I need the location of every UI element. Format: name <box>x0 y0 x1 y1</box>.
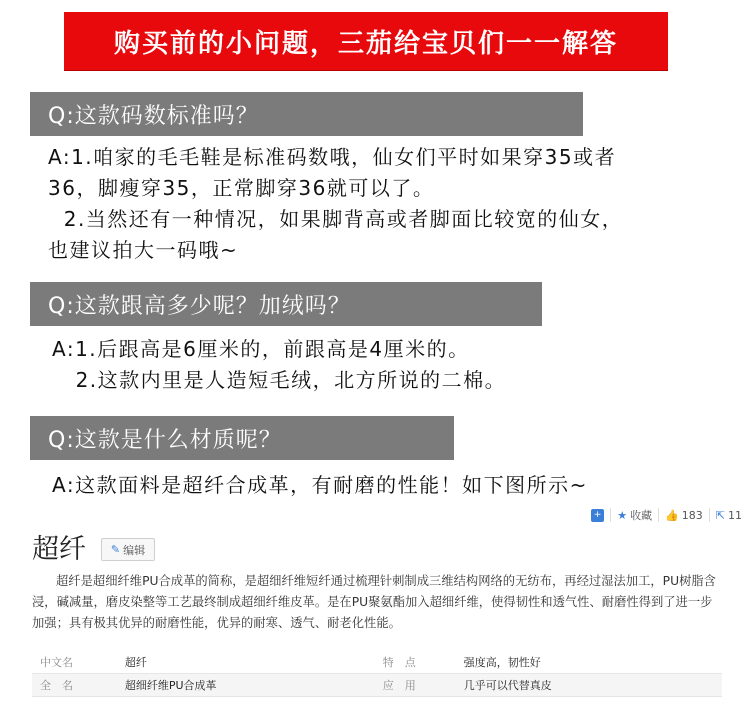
share-count: 11 <box>728 508 742 522</box>
encyclopedia-toolbar <box>591 507 742 523</box>
entry-summary <box>32 571 722 634</box>
question-2-bar: Q:这款跟高多少呢？加绒吗？ <box>30 282 542 326</box>
share-icon: ⇱ <box>715 508 725 522</box>
table-key: 应 用 <box>383 674 464 697</box>
table-row <box>32 651 722 674</box>
answer-1: A:1.咱家的毛毛鞋是标准码数哦，仙女们平时如果穿35或者 36，脚瘦穿35，正常脚穿36就可以了。 2.当然还有一种情况，如果脚背高或者脚面比较宽的仙女， 也建议拍大一码哦~ <box>48 145 624 262</box>
entry-title: 超纤 <box>32 534 86 565</box>
table-key: 中文名 <box>32 651 125 674</box>
toolbar-divider <box>658 508 659 522</box>
plus-icon[interactable]: + <box>591 509 604 522</box>
pencil-icon: ✎ <box>110 543 121 556</box>
collect-button[interactable] <box>617 507 652 523</box>
star-icon: ★ <box>617 508 628 522</box>
answer-3: A:这款面料是超纤合成革，有耐磨的性能！如下图所示~ <box>52 473 588 497</box>
entry-summary-text: 超纤是超细纤维PU合成革的简称，是超细纤维短纤通过梳理针刺制成三维结构网络的无纺布，再经过湿法加工，PU树脂含浸，碱减量，磨皮染整等工艺最终制成超细纤维皮革。是在PU聚氨酯加入超细纤维，使得韧性和透气性、耐磨性得到了进一步加强；具有极其优异的耐磨性能，优异的耐寒、透气、耐老化性能。 <box>32 574 716 630</box>
collect-label: 收藏 <box>630 509 653 522</box>
toolbar-divider <box>709 508 710 522</box>
table-value: 超细纤维PU合成革 <box>125 674 383 697</box>
table-key: 全 名 <box>32 674 125 697</box>
share-button[interactable] <box>716 509 742 522</box>
like-button[interactable] <box>665 509 703 522</box>
table-value: 超纤 <box>125 651 383 674</box>
question-3-bar: Q:这款是什么材质呢？ <box>30 416 454 460</box>
answer-2: A:1.后跟高是6厘米的，前跟高是4厘米的。 2.这款内里是人造短毛绒，北方所说的二棉。 <box>52 337 507 392</box>
encyclopedia-screenshot <box>0 505 750 722</box>
edit-label: 编辑 <box>123 543 146 557</box>
thumbs-up-icon: 👍 <box>665 508 679 522</box>
edit-button[interactable] <box>101 538 155 561</box>
table-row <box>32 674 722 697</box>
question-1-bar: Q:这款码数标准吗？ <box>30 92 583 136</box>
table-value: 强度高，韧性好 <box>464 651 722 674</box>
toolbar-divider <box>610 508 611 522</box>
table-value: 几乎可以代替真皮 <box>464 674 722 697</box>
like-count: 183 <box>681 508 703 522</box>
header-banner: 购买前的小问题，三茄给宝贝们一一解答 <box>64 12 668 70</box>
basic-info-table <box>32 651 722 697</box>
table-key: 特 点 <box>383 651 464 674</box>
